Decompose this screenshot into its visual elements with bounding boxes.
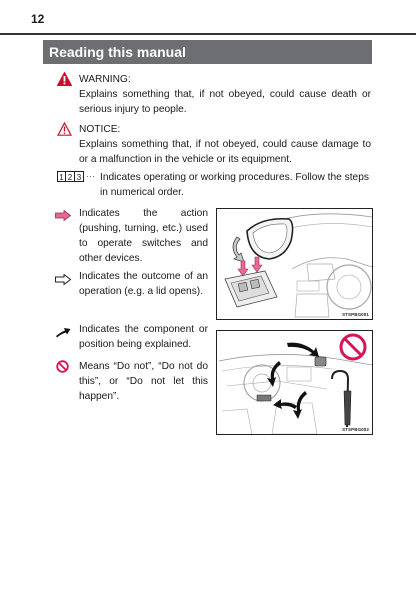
figure-code: STSPBG001: [342, 312, 369, 317]
prohibit-icon: [56, 360, 69, 378]
figure-code: STSPBG002: [342, 427, 369, 432]
step-digit: 1: [57, 171, 66, 182]
notice-text: Explains something that, if not obeyed, could cause damage to or a malfunction in the vehicle or its equipment.: [79, 139, 371, 165]
component-text: Indicates the component or position being explained.: [79, 324, 208, 350]
prohibit-text: Means “Do not”, “Do not do this”, or “Do not let this happen”.: [79, 361, 208, 402]
warning-triangle-icon: [57, 72, 72, 91]
figure-mirror-switch: [216, 208, 373, 320]
interior-illustration: [217, 331, 372, 434]
ellipsis-icon: ···: [86, 172, 96, 181]
outcome-text: Indicates the outcome of an operation (e.g. a lid opens).: [79, 271, 208, 297]
warning-text: Explains something that, if not obeyed, could cause death or serious injury to people.: [79, 89, 371, 115]
step-digit: 2: [66, 171, 75, 182]
warning-entry: [79, 72, 371, 117]
warning-label: WARNING:: [79, 74, 131, 85]
action-text: Indicates the action (pushing, turning, etc.) used to operate switches and other devices.: [79, 208, 208, 264]
top-rule: [0, 33, 416, 35]
steps-entry: [100, 170, 372, 200]
component-pointer-icon: [55, 325, 71, 343]
section-title: Reading this manual: [43, 40, 372, 64]
figure-interior-components: [216, 330, 373, 435]
notice-label: NOTICE:: [79, 124, 121, 135]
steps-text: Indicates operating or working procedures. Follow the steps in numerical order.: [100, 172, 369, 198]
notice-entry: [79, 122, 371, 167]
step-digit: 3: [75, 171, 84, 182]
outcome-arrow-icon: [55, 272, 71, 290]
notice-triangle-icon: [57, 122, 72, 141]
mirror-switch-illustration: [217, 209, 372, 319]
numbered-steps-icon: [57, 171, 96, 182]
page-number: 12: [31, 12, 45, 26]
action-arrow-icon: [55, 208, 71, 226]
